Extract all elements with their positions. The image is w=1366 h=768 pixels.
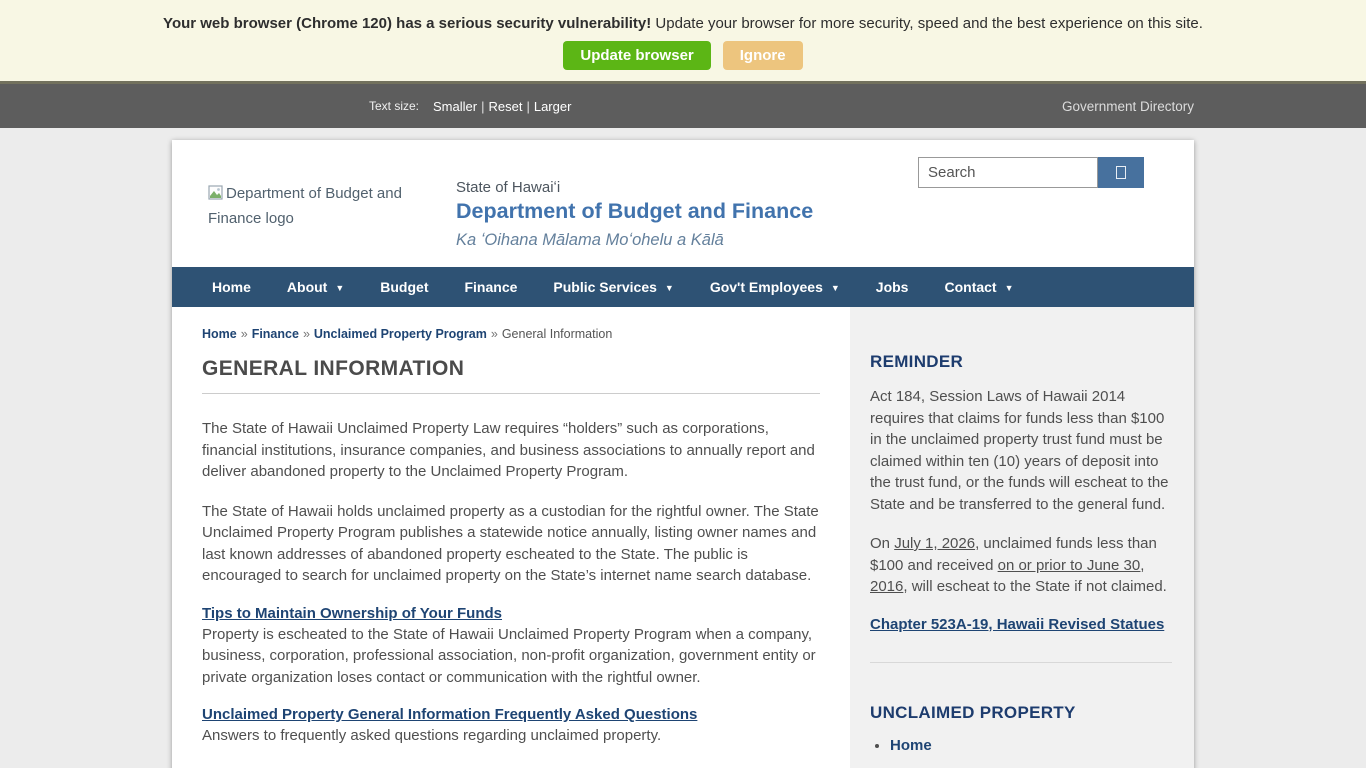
breadcrumb-finance-link[interactable]: Finance (251, 327, 299, 341)
search-input[interactable] (918, 157, 1098, 188)
text-size-smaller-link[interactable]: Smaller (433, 98, 478, 114)
site-header (172, 140, 1194, 267)
text-size-separator: | (526, 98, 530, 114)
search-icon (1116, 166, 1126, 179)
utility-bar (0, 81, 1366, 128)
sidebar-menu-home-link[interactable]: Home (890, 736, 932, 754)
faq-section (202, 706, 820, 747)
tips-section (202, 605, 820, 689)
search-button[interactable] (1098, 157, 1144, 188)
chevron-down-icon: ▼ (664, 283, 674, 293)
main-content (172, 307, 850, 768)
reminder-heading: REMINDER (870, 352, 964, 371)
nav-item-finance[interactable]: Finance (464, 279, 518, 295)
text-size-label: Text size: (369, 99, 420, 113)
intro-paragraph-1: The State of Hawaii Unclaimed Property Law requires “holders” such as corporations, financial institutions, insurance companies, and business associations to annually report and deliver abandoned property to the Unclaimed Property Program. (202, 420, 815, 480)
chevron-down-icon: ▼ (335, 283, 345, 293)
faq-description: Answers to frequently asked questions regarding unclaimed property. (202, 727, 662, 744)
text-size-separator: | (481, 98, 485, 114)
department-title[interactable]: Department of Budget and Finance (456, 199, 814, 223)
logo-alt-text: Department of Budget and Finance logo (208, 185, 402, 227)
banner-message-rest: Update your browser for more security, speed and the best experience on this site. (651, 15, 1203, 32)
tips-ownership-link[interactable]: Tips to Maintain Ownership of Your Funds (202, 604, 503, 622)
main-navigation (172, 267, 1194, 307)
received-date-range: on or prior to June 30, 2016 (870, 556, 1145, 595)
nav-item-about[interactable]: About ▼ (286, 279, 345, 295)
escheat-date: July 1, 2026 (894, 535, 976, 552)
breadcrumb: Home » Finance » Unclaimed Property Program » General Information (202, 327, 613, 341)
nav-item-jobs[interactable]: Jobs (875, 279, 909, 295)
statute-chapter-link[interactable]: Chapter 523A-19, Hawaii Revised Statues (870, 615, 1165, 633)
sidebar (850, 307, 1194, 768)
hawaiian-department-name: Ka ʻOihana Mālama Moʻohelu a Kālā (456, 231, 724, 249)
general-info-faq-link[interactable]: Unclaimed Property General Information Frequently Asked Questions (202, 706, 698, 723)
government-directory-link[interactable]: Government Directory (1061, 98, 1194, 114)
banner-message (0, 15, 1366, 32)
tips-description: Property is escheated to the State of Hawaii Unclaimed Property Program when a company, business, corporation, professional association, non-profit organization, government entity or private organization loses contact or communication with the rightful owner. (202, 625, 816, 686)
breadcrumb-current-page: General Information (501, 327, 613, 341)
site-title-block (456, 179, 813, 267)
browser-update-banner (0, 0, 1366, 81)
update-browser-button[interactable]: Update browser (563, 41, 710, 70)
list-item (890, 737, 1172, 754)
nav-item-budget[interactable]: Budget (380, 279, 429, 295)
intro-paragraph-2: The State of Hawaii holds unclaimed property as a custodian for the rightful owner. The State Unclaimed Property Program publishes a statewide notice annually, listing owner names and last known addresses of abandoned property escheated to the State. The public is encouraged to search for unclaimed property on the State’s internet name search database. (202, 502, 819, 584)
state-of-hawaii-text: State of Hawaiʻi (456, 179, 561, 196)
breadcrumb-unclaimed-property-link[interactable]: Unclaimed Property Program (313, 327, 487, 341)
unclaimed-property-heading: UNCLAIMED PROPERTY (870, 702, 1076, 722)
ignore-button[interactable]: Ignore (723, 41, 803, 70)
reminder-paragraph-2: On July 1, 2026, unclaimed funds less than $100 and received on or prior to June 30, 2016, will escheat to the State if not claimed. (870, 535, 1167, 595)
nav-item-public-services[interactable]: Public Services ▼ (553, 279, 674, 295)
search-area (918, 157, 1144, 188)
chevron-down-icon: ▼ (830, 283, 840, 293)
nav-item-contact[interactable]: Contact ▼ (944, 279, 1014, 295)
breadcrumb-home-link[interactable]: Home (202, 327, 237, 341)
nav-item-govt-employees[interactable]: Gov't Employees ▼ (709, 279, 840, 295)
text-size-reset-link[interactable]: Reset (488, 98, 523, 114)
broken-image-icon (208, 185, 224, 208)
page-card (172, 140, 1194, 768)
banner-message-bold: Your web browser (Chrome 120) has a serious security vulnerability! (163, 15, 652, 32)
department-logo-broken-image (208, 183, 404, 267)
unclaimed-property-menu (890, 737, 1172, 754)
text-size-larger-link[interactable]: Larger (533, 98, 572, 114)
reminder-paragraph-1: Act 184, Session Laws of Hawaii 2014 requires that claims for funds less than $100 in the unclaimed property trust fund must be claimed within ten (10) years of deposit into the trust fund, or the funds will escheat to the State and be transferred to the general fund. (870, 388, 1169, 513)
chevron-down-icon: ▼ (1004, 283, 1014, 293)
page-title: GENERAL INFORMATION (202, 357, 465, 380)
nav-item-home[interactable]: Home (212, 279, 251, 295)
title-divider (202, 393, 820, 394)
sidebar-divider (870, 662, 1172, 663)
